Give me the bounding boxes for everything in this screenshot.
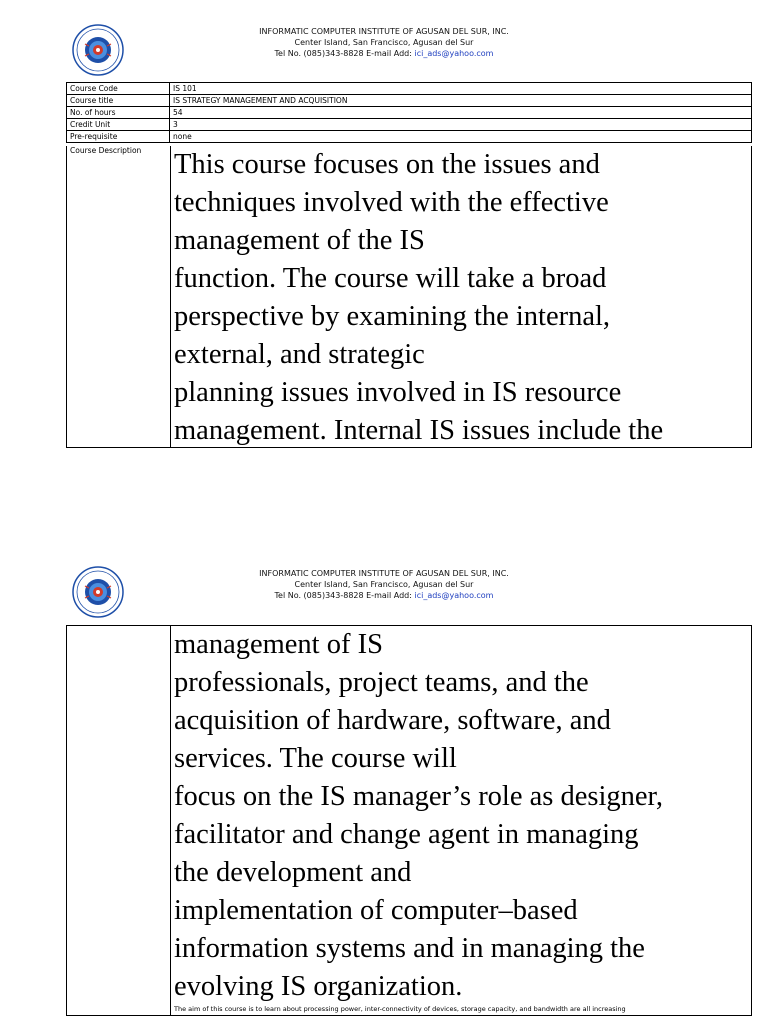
course-row: [67, 131, 752, 143]
institution-address: Center Island, San Francisco, Agusan del Sur: [294, 580, 474, 589]
course-row-label: Course title: [67, 95, 170, 107]
description-label: Course Description: [70, 146, 142, 155]
course-row-label: No. of hours: [67, 107, 170, 119]
course-row-label: Course Code: [67, 83, 170, 95]
description-line: acquisition of hardware, software, and: [174, 705, 611, 736]
course-row-value: 54: [170, 107, 752, 119]
course-row: [67, 83, 752, 95]
description-line: focus on the IS manager’s role as designer,: [174, 781, 664, 812]
description-line: management of IS: [174, 629, 383, 660]
description-line: management. Internal IS issues include the: [174, 415, 664, 446]
description-line: the development and: [174, 857, 412, 888]
description-line: facilitator and change agent in managing: [174, 819, 639, 850]
course-info-table: [66, 82, 752, 143]
course-description-continued: [66, 625, 752, 1016]
email-link[interactable]: ici_ads@yahoo.com: [414, 591, 494, 600]
course-row-value: IS STRATEGY MANAGEMENT AND ACQUISITION: [170, 95, 752, 107]
page2-header: [0, 564, 768, 620]
institution-contact: [0, 590, 768, 601]
aim-note: The aim of this course is to learn about processing power, inter-connectivity of devices, storage capacity, and bandwidth are all increasing: [174, 1005, 626, 1013]
header-text-block: [0, 568, 768, 601]
course-row-label: Pre-requisite: [67, 131, 170, 143]
description-label-cell: [67, 146, 171, 447]
description-text-page1: [174, 146, 747, 450]
course-row-value: none: [170, 131, 752, 143]
course-row: [67, 95, 752, 107]
description-line: external, and strategic: [174, 339, 425, 370]
description-label-cell: [67, 626, 171, 1015]
description-line: information systems and in managing the: [174, 933, 645, 964]
course-row-value: IS 101: [170, 83, 752, 95]
institution-name: INFORMATIC COMPUTER INSTITUTE OF AGUSAN DEL SUR, INC.: [259, 569, 509, 578]
course-row-value: 3: [170, 119, 752, 131]
institution-name: INFORMATIC COMPUTER INSTITUTE OF AGUSAN DEL SUR, INC.: [259, 27, 509, 36]
description-line: planning issues involved in IS resource: [174, 377, 622, 408]
email-link[interactable]: ici_ads@yahoo.com: [414, 49, 494, 58]
institution-contact: [0, 48, 768, 59]
institution-address: Center Island, San Francisco, Agusan del Sur: [294, 38, 474, 47]
description-line: services. The course will: [174, 743, 457, 774]
course-row: [67, 119, 752, 131]
course-row: [67, 107, 752, 119]
page1-header: [0, 22, 768, 78]
description-text-page2: [174, 626, 747, 1006]
description-line: techniques involved with the effective: [174, 187, 609, 218]
description-line: This course focuses on the issues and: [174, 149, 600, 180]
course-description-row: [66, 146, 752, 448]
contact-text: Tel No. (085)343-8828 E-mail Add:: [274, 591, 415, 600]
description-line: professionals, project teams, and the: [174, 667, 589, 698]
description-line: implementation of computer–based: [174, 895, 578, 926]
contact-text: Tel No. (085)343-8828 E-mail Add:: [274, 49, 415, 58]
header-text-block: [0, 26, 768, 59]
description-line: perspective by examining the internal,: [174, 301, 611, 332]
description-line: function. The course will take a broad: [174, 263, 607, 294]
description-line: evolving IS organization.: [174, 971, 463, 1002]
course-row-label: Credit Unit: [67, 119, 170, 131]
description-line: management of the IS: [174, 225, 425, 256]
